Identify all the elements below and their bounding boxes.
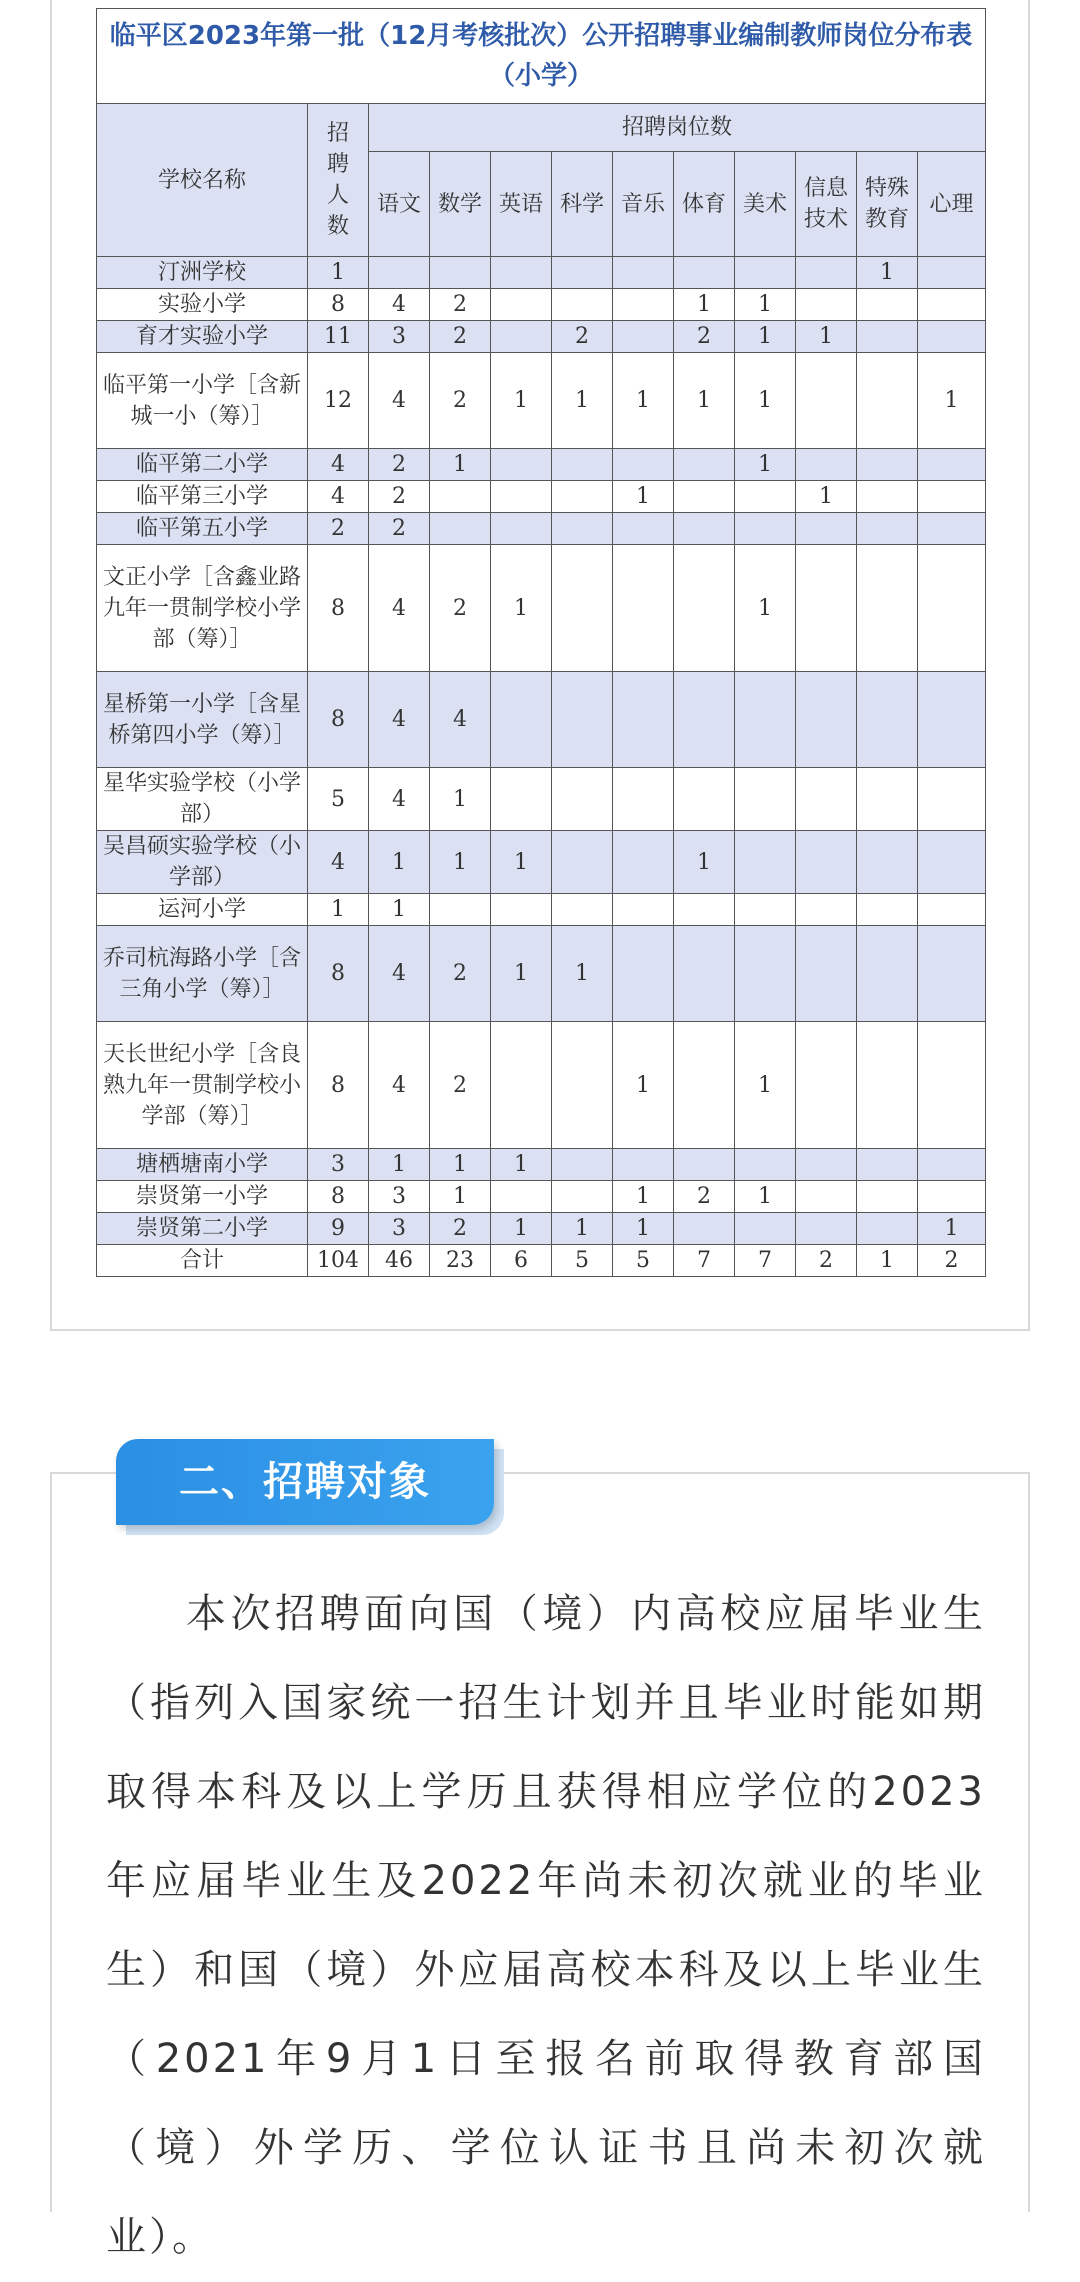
position-cell — [857, 768, 918, 831]
position-cell — [552, 1149, 613, 1181]
count-cell: 11 — [308, 321, 369, 353]
header-subject: 信息技术 — [796, 152, 857, 257]
position-cell — [918, 926, 986, 1022]
position-cell — [796, 353, 857, 449]
school-name-cell: 文正小学［含鑫业路九年一贯制学校小学部（筹）］ — [97, 545, 308, 672]
position-cell — [613, 672, 674, 768]
position-cell: 4 — [369, 1022, 430, 1149]
position-cell — [491, 1022, 552, 1149]
position-cell — [491, 481, 552, 513]
position-cell — [918, 672, 986, 768]
count-cell: 12 — [308, 353, 369, 449]
position-cell — [735, 672, 796, 768]
table-row — [97, 289, 986, 321]
position-cell — [491, 768, 552, 831]
position-cell — [552, 513, 613, 545]
position-cell — [918, 513, 986, 545]
table-row — [97, 545, 986, 672]
table-row — [97, 513, 986, 545]
position-cell: 1 — [369, 1149, 430, 1181]
position-cell — [613, 449, 674, 481]
position-cell: 3 — [369, 321, 430, 353]
position-cell — [613, 289, 674, 321]
position-cell — [918, 289, 986, 321]
position-cell: 4 — [369, 353, 430, 449]
position-cell: 2 — [674, 1181, 735, 1213]
position-cell — [674, 926, 735, 1022]
position-cell — [735, 894, 796, 926]
position-cell — [796, 449, 857, 481]
position-cell: 1 — [857, 257, 918, 289]
position-cell: 1 — [430, 768, 491, 831]
position-cell — [918, 321, 986, 353]
position-cell — [552, 289, 613, 321]
table-row — [97, 449, 986, 481]
school-name-cell: 临平第一小学［含新城一小（筹）］ — [97, 353, 308, 449]
school-name-cell: 育才实验小学 — [97, 321, 308, 353]
position-cell: 3 — [369, 1181, 430, 1213]
position-cell — [796, 831, 857, 894]
position-cell — [552, 481, 613, 513]
position-cell: 5 — [552, 1245, 613, 1277]
position-cell — [735, 481, 796, 513]
position-cell: 1 — [430, 449, 491, 481]
table-row — [97, 768, 986, 831]
school-name-cell: 临平第二小学 — [97, 449, 308, 481]
position-cell — [674, 1149, 735, 1181]
position-cell — [796, 513, 857, 545]
position-cell: 1 — [369, 894, 430, 926]
position-cell — [613, 513, 674, 545]
position-cell: 6 — [491, 1245, 552, 1277]
position-cell — [857, 831, 918, 894]
position-cell: 1 — [430, 1181, 491, 1213]
count-cell: 2 — [308, 513, 369, 545]
header-subject: 语文 — [369, 152, 430, 257]
header-subject: 数学 — [430, 152, 491, 257]
position-cell: 1 — [735, 353, 796, 449]
count-cell: 1 — [308, 257, 369, 289]
count-cell: 104 — [308, 1245, 369, 1277]
school-name-cell: 汀洲学校 — [97, 257, 308, 289]
position-cell — [796, 926, 857, 1022]
school-name-cell: 吴昌硕实验学校（小学部） — [97, 831, 308, 894]
position-cell — [552, 831, 613, 894]
count-cell: 8 — [308, 1181, 369, 1213]
position-cell: 1 — [735, 545, 796, 672]
position-cell: 1 — [369, 831, 430, 894]
position-cell — [735, 257, 796, 289]
position-cell — [430, 513, 491, 545]
position-cell: 1 — [735, 1022, 796, 1149]
position-cell: 1 — [613, 1022, 674, 1149]
position-cell: 7 — [674, 1245, 735, 1277]
table-row — [97, 894, 986, 926]
position-cell — [796, 1022, 857, 1149]
header-count: 招聘人数 — [308, 104, 369, 257]
position-cell — [857, 672, 918, 768]
table-row — [97, 1181, 986, 1213]
count-cell: 4 — [308, 481, 369, 513]
position-cell — [552, 545, 613, 672]
school-name-cell: 乔司杭海路小学［含三角小学（筹）］ — [97, 926, 308, 1022]
position-cell: 1 — [735, 1181, 796, 1213]
position-cell: 2 — [430, 926, 491, 1022]
school-name-cell: 星华实验学校（小学部） — [97, 768, 308, 831]
position-cell: 2 — [796, 1245, 857, 1277]
position-cell: 2 — [918, 1245, 986, 1277]
position-cell: 1 — [491, 1213, 552, 1245]
position-cell — [735, 1213, 796, 1245]
position-cell — [857, 513, 918, 545]
table-row — [97, 1149, 986, 1181]
position-cell — [918, 1022, 986, 1149]
position-cell — [674, 513, 735, 545]
position-cell — [796, 1213, 857, 1245]
position-cell — [674, 672, 735, 768]
position-cell: 2 — [430, 1213, 491, 1245]
position-cell — [613, 831, 674, 894]
position-cell — [735, 1149, 796, 1181]
position-cell — [674, 768, 735, 831]
position-cell — [491, 449, 552, 481]
section-heading: 二、招聘对象 — [116, 1439, 494, 1525]
position-cell: 5 — [613, 1245, 674, 1277]
position-cell: 2 — [369, 513, 430, 545]
position-cell: 2 — [369, 481, 430, 513]
position-cell — [491, 894, 552, 926]
count-cell: 8 — [308, 289, 369, 321]
position-cell: 1 — [918, 353, 986, 449]
position-cell — [857, 289, 918, 321]
count-cell: 4 — [308, 831, 369, 894]
position-cell: 2 — [430, 353, 491, 449]
position-cell: 46 — [369, 1245, 430, 1277]
position-cell — [613, 321, 674, 353]
position-cell — [674, 449, 735, 481]
school-name-cell: 天长世纪小学［含良熟九年一贯制学校小学部（筹）］ — [97, 1022, 308, 1149]
position-cell — [857, 1022, 918, 1149]
position-cell — [857, 1213, 918, 1245]
position-cell — [857, 926, 918, 1022]
position-cell — [613, 257, 674, 289]
position-cell: 1 — [430, 1149, 491, 1181]
position-cell: 1 — [918, 1213, 986, 1245]
position-cell — [735, 926, 796, 1022]
table-row — [97, 1022, 986, 1149]
position-cell — [918, 768, 986, 831]
position-cell — [918, 1181, 986, 1213]
header-group: 招聘岗位数 — [369, 104, 986, 152]
position-cell: 3 — [369, 1213, 430, 1245]
position-cell — [674, 894, 735, 926]
position-cell: 1 — [491, 1149, 552, 1181]
position-cell — [552, 1022, 613, 1149]
count-cell: 9 — [308, 1213, 369, 1245]
position-cell: 4 — [369, 672, 430, 768]
position-cell — [491, 672, 552, 768]
section-paragraph: 本次招聘面向国（境）内高校应届毕业生（指列入国家统一招生计划并且毕业时能如期取得本科及以上学历且获得相应学位的2023年应届毕业生及2022年尚未初次就业的毕业生）和国（境）外应届高校本科及以上毕业生（2021年9月1日至报名前取得教育部国（境）外学历、学位认证书且尚未初次就业）。 — [106, 1591, 986, 2260]
position-cell — [613, 1149, 674, 1181]
position-cell: 2 — [430, 545, 491, 672]
school-name-cell: 崇贤第一小学 — [97, 1181, 308, 1213]
position-cell — [430, 894, 491, 926]
position-cell — [735, 768, 796, 831]
table-row — [97, 353, 986, 449]
table-row — [97, 321, 986, 353]
position-cell — [796, 894, 857, 926]
position-cell — [552, 672, 613, 768]
header-subject: 心理 — [918, 152, 986, 257]
header-subject: 美术 — [735, 152, 796, 257]
school-name-cell: 运河小学 — [97, 894, 308, 926]
position-cell — [918, 257, 986, 289]
position-cell: 4 — [430, 672, 491, 768]
position-cell — [491, 513, 552, 545]
position-cell — [674, 1213, 735, 1245]
school-name-cell: 临平第五小学 — [97, 513, 308, 545]
position-cell: 2 — [430, 289, 491, 321]
school-name-cell: 实验小学 — [97, 289, 308, 321]
position-cell — [552, 257, 613, 289]
position-cell — [918, 545, 986, 672]
count-cell: 5 — [308, 768, 369, 831]
count-cell: 3 — [308, 1149, 369, 1181]
table-row — [97, 831, 986, 894]
position-cell — [857, 353, 918, 449]
header-subject: 科学 — [552, 152, 613, 257]
position-cell: 2 — [430, 321, 491, 353]
position-cell: 1 — [430, 831, 491, 894]
position-cell — [613, 768, 674, 831]
table-row — [97, 1245, 986, 1277]
position-cell: 1 — [796, 321, 857, 353]
position-cell: 1 — [552, 1213, 613, 1245]
header-subject: 特殊教育 — [857, 152, 918, 257]
table-row — [97, 926, 986, 1022]
position-cell — [857, 1149, 918, 1181]
position-cell: 4 — [369, 545, 430, 672]
position-cell: 1 — [613, 1213, 674, 1245]
position-cell — [430, 257, 491, 289]
table-container — [96, 8, 985, 1277]
position-cell: 1 — [674, 831, 735, 894]
position-cell — [430, 481, 491, 513]
position-cell: 1 — [674, 289, 735, 321]
position-cell — [918, 449, 986, 481]
count-cell: 8 — [308, 545, 369, 672]
table-row — [97, 1213, 986, 1245]
position-cell — [796, 257, 857, 289]
header-school: 学校名称 — [97, 104, 308, 257]
position-cell — [918, 481, 986, 513]
position-cell — [918, 831, 986, 894]
header-subject: 音乐 — [613, 152, 674, 257]
position-cell — [613, 894, 674, 926]
school-name-cell: 临平第三小学 — [97, 481, 308, 513]
position-cell — [491, 289, 552, 321]
position-cell — [674, 257, 735, 289]
position-cell — [552, 768, 613, 831]
position-cell — [857, 545, 918, 672]
position-cell: 1 — [491, 831, 552, 894]
position-cell — [796, 1181, 857, 1213]
position-cell — [857, 894, 918, 926]
position-cell — [796, 768, 857, 831]
school-name-cell: 塘栖塘南小学 — [97, 1149, 308, 1181]
position-cell — [735, 831, 796, 894]
school-name-cell: 合计 — [97, 1245, 308, 1277]
position-cell: 2 — [552, 321, 613, 353]
position-cell — [491, 257, 552, 289]
position-cell: 1 — [491, 926, 552, 1022]
position-cell — [613, 545, 674, 672]
position-cell — [552, 1181, 613, 1213]
table-row — [97, 481, 986, 513]
count-cell: 8 — [308, 672, 369, 768]
position-cell: 2 — [674, 321, 735, 353]
position-cell — [735, 513, 796, 545]
position-cell — [918, 1149, 986, 1181]
position-cell — [857, 481, 918, 513]
position-cell: 1 — [491, 545, 552, 672]
position-cell: 4 — [369, 289, 430, 321]
header-subject: 英语 — [491, 152, 552, 257]
position-cell: 1 — [552, 353, 613, 449]
school-name-cell: 崇贤第二小学 — [97, 1213, 308, 1245]
position-cell: 1 — [735, 289, 796, 321]
position-cell — [857, 1181, 918, 1213]
position-cell: 23 — [430, 1245, 491, 1277]
position-cell — [674, 545, 735, 672]
position-cell — [491, 1181, 552, 1213]
position-cell: 7 — [735, 1245, 796, 1277]
position-cell — [918, 894, 986, 926]
position-cell — [491, 321, 552, 353]
position-cell: 1 — [674, 353, 735, 449]
position-cell: 2 — [369, 449, 430, 481]
position-cell: 4 — [369, 926, 430, 1022]
position-cell — [796, 1149, 857, 1181]
position-cell — [552, 894, 613, 926]
position-cell: 1 — [613, 1181, 674, 1213]
position-cell — [796, 289, 857, 321]
position-cell — [613, 926, 674, 1022]
table-row — [97, 672, 986, 768]
position-cell — [369, 257, 430, 289]
position-cell: 1 — [796, 481, 857, 513]
position-cell — [674, 1022, 735, 1149]
count-cell: 8 — [308, 926, 369, 1022]
position-cell: 1 — [491, 353, 552, 449]
position-cell: 1 — [735, 449, 796, 481]
position-cell — [552, 449, 613, 481]
position-cell: 1 — [552, 926, 613, 1022]
table-title: 临平区2023年第一批（12月考核批次）公开招聘事业编制教师岗位分布表（小学） — [97, 9, 986, 104]
position-cell — [857, 321, 918, 353]
count-cell: 1 — [308, 894, 369, 926]
position-cell: 4 — [369, 768, 430, 831]
count-cell: 4 — [308, 449, 369, 481]
position-cell: 1 — [613, 353, 674, 449]
position-cell — [674, 481, 735, 513]
position-cell — [796, 672, 857, 768]
position-cell — [857, 449, 918, 481]
header-subject: 体育 — [674, 152, 735, 257]
position-cell — [796, 545, 857, 672]
position-cell: 1 — [613, 481, 674, 513]
table-row — [97, 257, 986, 289]
distribution-table — [96, 8, 986, 1277]
position-cell: 1 — [857, 1245, 918, 1277]
count-cell: 8 — [308, 1022, 369, 1149]
school-name-cell: 星桥第一小学［含星桥第四小学（筹）］ — [97, 672, 308, 768]
position-cell: 1 — [735, 321, 796, 353]
position-cell: 2 — [430, 1022, 491, 1149]
